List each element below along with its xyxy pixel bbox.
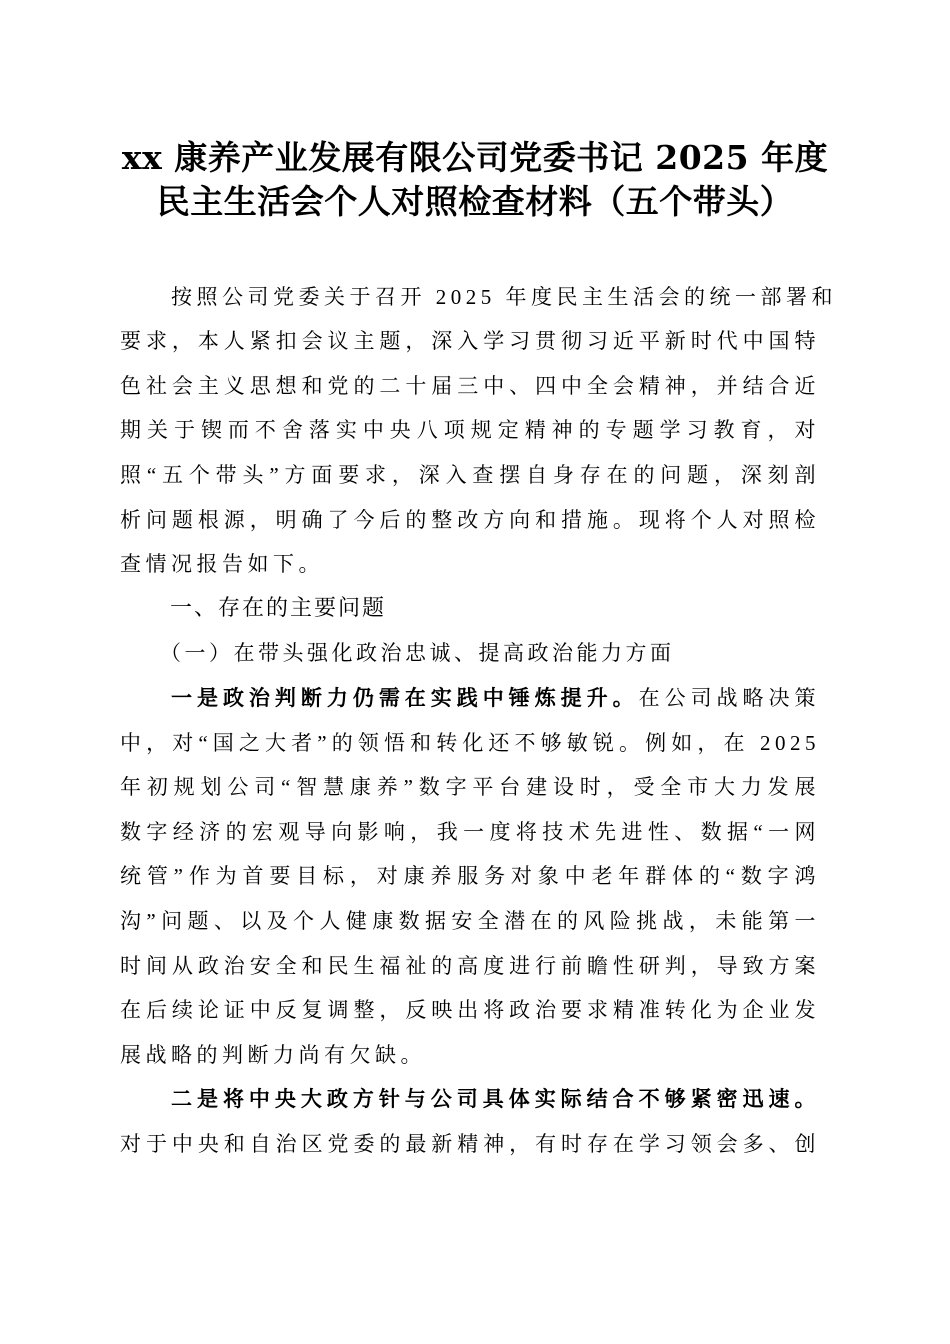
section-heading: 一、存在的主要问题 bbox=[170, 595, 387, 621]
item-line: 数字经济的宏观导向影响，我一度将技术先进性、数据“一网 bbox=[120, 819, 820, 844]
title-line-2: 民主生活会个人对照检查材料（五个带头） bbox=[156, 182, 794, 221]
intro-line: 查情况报告如下。 bbox=[120, 552, 324, 577]
item-line: 统管”作为首要目标，对康养服务对象中老年群体的“数字鸿 bbox=[120, 864, 820, 889]
item-line: 时间从政治安全和民生福祉的高度进行前瞻性研判，导致方案 bbox=[120, 953, 820, 978]
item-line: 对于中央和自治区党委的最新精神，有时存在学习领会多、创 bbox=[120, 1131, 820, 1156]
document-body bbox=[120, 275, 837, 1167]
item-line: 年初规划公司“智慧康养”数字平台建设时，受全市大力发展 bbox=[120, 775, 820, 800]
item-paragraph-2 bbox=[120, 1077, 820, 1166]
intro-paragraph bbox=[120, 275, 837, 587]
item-lead-sentence: 一是政治判断力仍需在实践中锤炼提升。 bbox=[171, 685, 639, 711]
intro-line: 按照公司党委关于召开 2025 年度民主生活会的统一部署和 bbox=[171, 284, 837, 309]
item-paragraph-1 bbox=[120, 676, 820, 1077]
item-lead-sentence: 二是将中央大政方针与公司具体实际结合不够紧密迅速。 bbox=[171, 1086, 820, 1112]
item-first-line bbox=[120, 1077, 820, 1122]
item-first-line-rest: 在公司战略决策 bbox=[638, 686, 820, 711]
item-line: 在后续论证中反复调整，反映出将政治要求精准转化为企业发 bbox=[120, 998, 820, 1023]
subsection-heading: （一）在带头强化政治忠诚、提高政治能力方面 bbox=[160, 641, 675, 666]
intro-line: 析问题根源，明确了今后的整改方向和措施。现将个人对照检 bbox=[120, 507, 820, 532]
item-line: 中，对“国之大者”的领悟和转化还不够敏锐。例如，在 2025 bbox=[120, 730, 820, 755]
item-first-line bbox=[120, 676, 820, 721]
intro-line: 色社会主义思想和党的二十届三中、四中全会精神，并结合近 bbox=[120, 373, 820, 398]
item-line: 沟”问题、以及个人健康数据安全潜在的风险挑战，未能第一 bbox=[120, 909, 820, 933]
intro-line: 期关于锲而不舍落实中央八项规定精神的专题学习教育，对 bbox=[120, 418, 820, 443]
intro-line: 要求，本人紧扣会议主题，深入学习贯彻习近平新时代中国特 bbox=[120, 329, 820, 354]
intro-line: 照“五个带头”方面要求，深入查摆自身存在的问题，深刻剖 bbox=[120, 463, 820, 488]
item-line: 展战略的判断力尚有欠缺。 bbox=[120, 1042, 426, 1067]
document-title bbox=[0, 136, 950, 224]
title-line-1: xx 康养产业发展有限公司党委书记 2025 年度 bbox=[121, 138, 829, 177]
